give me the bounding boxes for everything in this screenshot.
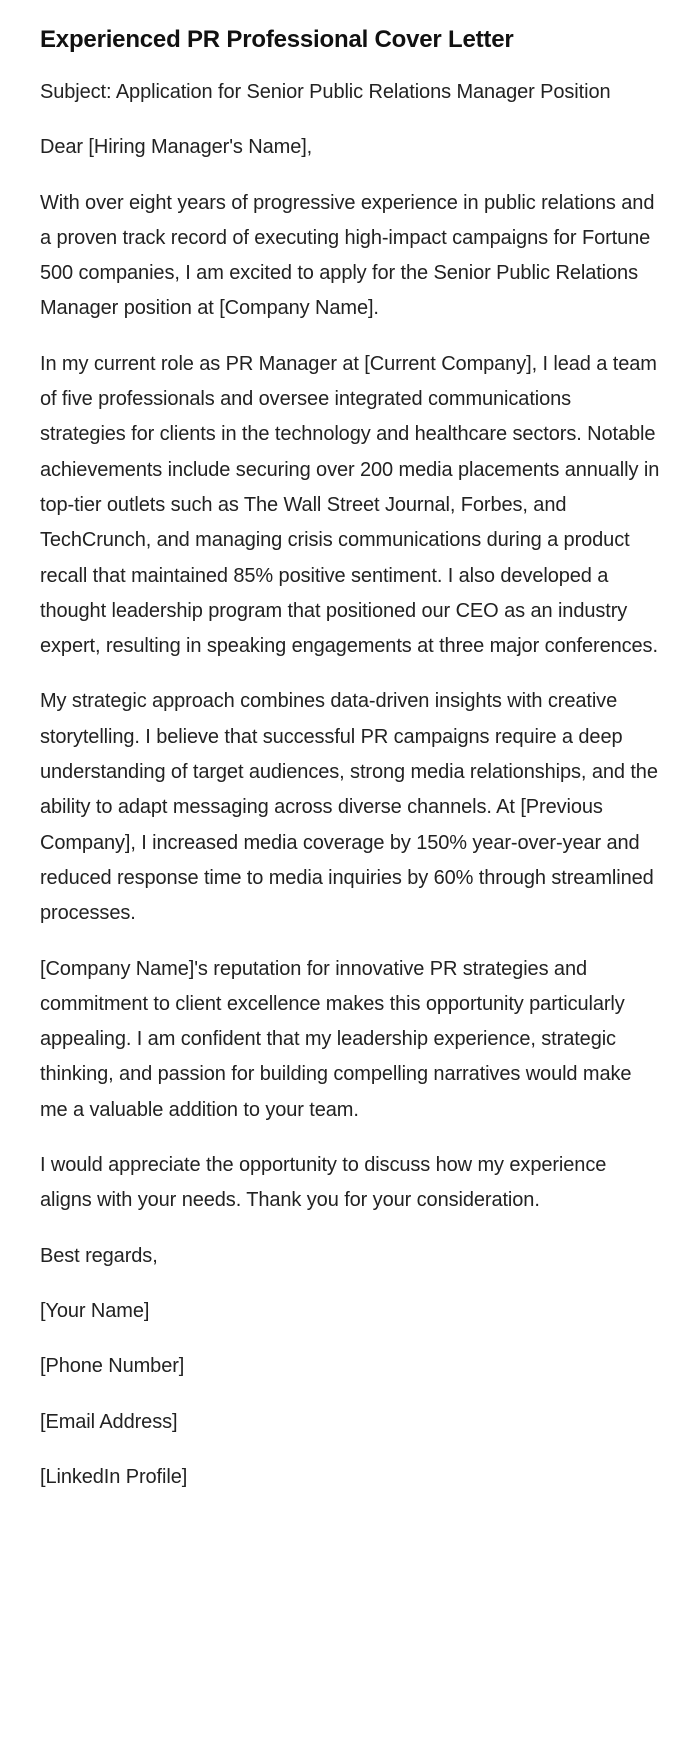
signature-name: [Your Name] <box>40 1299 150 1322</box>
body-paragraph-5: I would appreciate the opportunity to discuss how my experience aligns with your needs. Thank you for your consideration. <box>40 1154 607 1212</box>
body-paragraph-2: In my current role as PR Manager at [Current Company], I lead a team of five professionals and oversee integrated communications strategies for clients in the technology and healthcare sectors. Notable achievements include securing over 200 media placements annually in top-tier outlets such as The Wall Street Journal, Forbes, and TechCrunch, and managing crisis communications during a product recall that maintained 85% positive sentiment. I also developed a thought leadership program that positioned our CEO as an industry expert, resulting in speaking engagements at three major conferences. <box>40 352 660 658</box>
signature-email: [Email Address] <box>40 1410 178 1433</box>
closing: Best regards, <box>40 1244 158 1267</box>
subject-line: Subject: Application for Senior Public Relations Manager Position <box>40 81 611 103</box>
signature-phone: [Phone Number] <box>40 1355 185 1378</box>
letter-title: Experienced PR Professional Cover Letter <box>40 26 514 53</box>
body-paragraph-1: With over eight years of progressive experience in public relations and a proven track record of executing high-impact campaigns for Fortune 500 companies, I am excited to apply for the Senior Public Relations Manager position at [Company Name]. <box>40 191 655 320</box>
signature-linkedin: [LinkedIn Profile] <box>40 1465 188 1488</box>
body-paragraph-3: My strategic approach combines data-driven insights with creative storytelling. I believe that successful PR campaigns require a deep understanding of target audiences, strong media relationships, and the ability to adapt messaging across diverse channels. At [Previous Company], I increased media coverage by 150% year-over-year and reduced response time to media inquiries by 60% through streamlined processes. <box>40 690 658 925</box>
salutation: Dear [Hiring Manager's Name], <box>40 136 313 159</box>
body-paragraph-4: [Company Name]'s reputation for innovative PR strategies and commitment to client excellence makes this opportunity particularly appealing. I am confident that my leadership experience, strategic thinking, and passion for building compelling narratives would make me a valuable addition to your team. <box>40 957 632 1121</box>
